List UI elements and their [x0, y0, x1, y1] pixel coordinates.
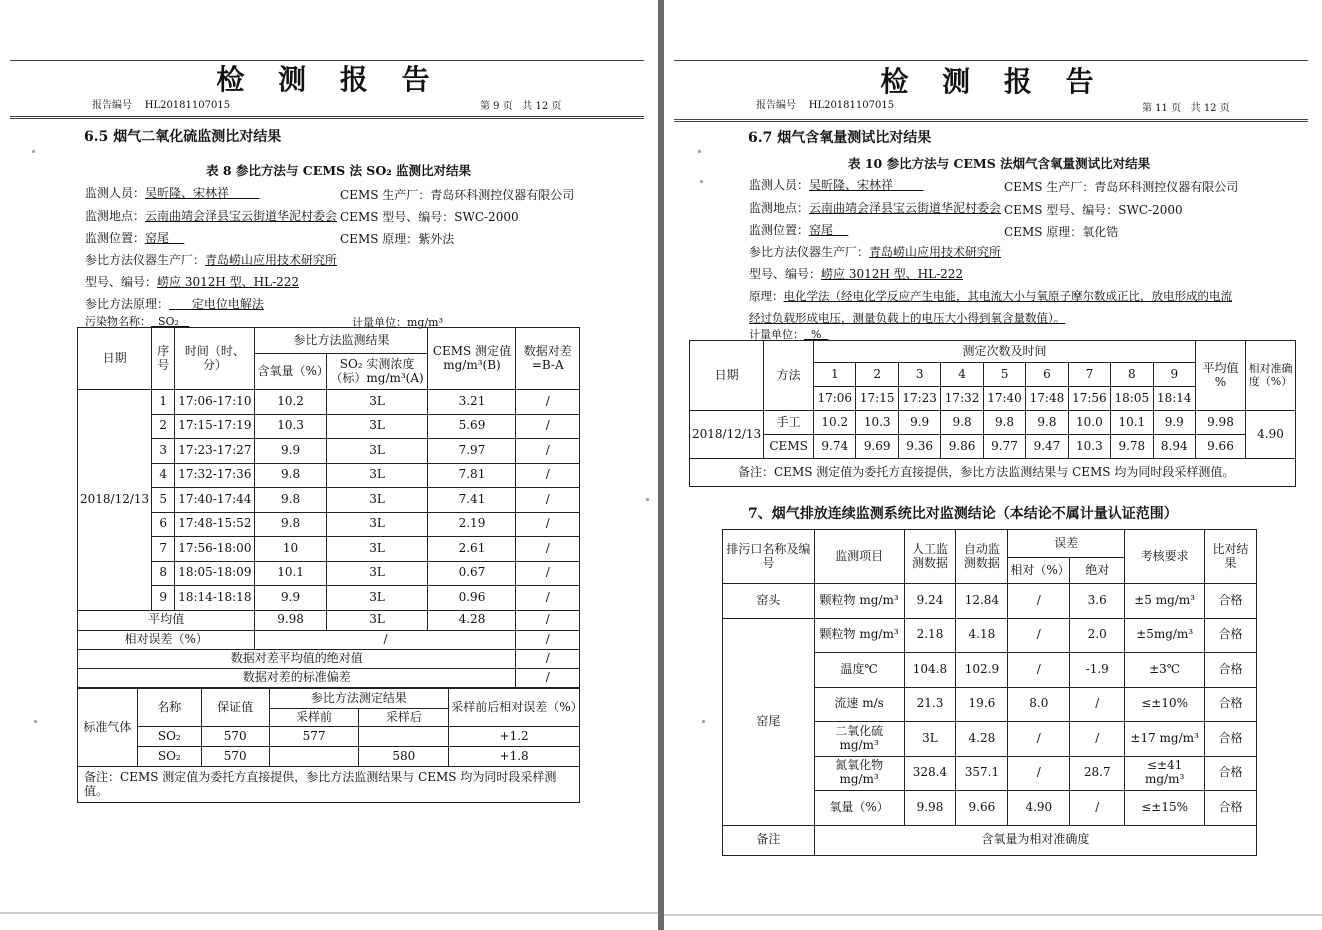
- time-cell: 17:56-18:00: [175, 537, 255, 562]
- item-cell: 氧量（%）: [814, 791, 904, 826]
- requirement-cell: ±5mg/m³: [1125, 618, 1205, 653]
- avg-d: /: [516, 610, 580, 630]
- diff-cell: /: [516, 512, 580, 537]
- oxygen-comparison-table: [689, 340, 1296, 487]
- seq-cell: 4: [152, 463, 175, 488]
- col-date: 日期: [78, 328, 152, 390]
- report-number: 报告编号 HL20181107015: [92, 100, 231, 111]
- note-text: 含氧量为相对准确度: [814, 825, 1256, 855]
- section-7-title: 7、烟气排放连续监测系统比对监测结论（本结论不属计量认证范围）: [748, 506, 1178, 522]
- run-time: 17:15: [856, 387, 898, 411]
- auto-cell: 9.66: [956, 791, 1008, 826]
- rel-cell: /: [1008, 618, 1070, 653]
- col-guar: 保证值: [201, 689, 269, 727]
- col-diff: 数据对差 =B-A: [516, 328, 580, 390]
- cems-cell: 2.19: [428, 512, 516, 537]
- col-time: 时间（时、分）: [175, 328, 255, 390]
- so2-cell: 3L: [326, 390, 428, 415]
- cems-cell: 0.96: [428, 586, 516, 611]
- info-position: 监测位置：窑尾: [749, 223, 834, 237]
- so2-cell: 3L: [326, 586, 428, 611]
- std-gas-label: 标准气体: [78, 689, 138, 767]
- info-cems-principle: CEMS 原理：氧化锆: [1004, 225, 1119, 239]
- run-time: 17:32: [941, 387, 983, 411]
- col-accuracy: 相对准确度（%）: [1245, 341, 1295, 411]
- result-cell: 合格: [1205, 756, 1257, 791]
- manual-cell: 3L: [904, 722, 956, 757]
- result-cell: 合格: [1205, 618, 1257, 653]
- abs-cell: /: [1070, 722, 1125, 757]
- requirement-cell: ≤±10%: [1125, 687, 1205, 722]
- col-avg: 平均值 %: [1195, 341, 1245, 411]
- std-label: 数据对差的标准偏差: [78, 668, 516, 687]
- seq-cell: 8: [152, 561, 175, 586]
- page-bottom-edge: [664, 914, 1322, 916]
- page-number: 第 11 页 共 12 页: [1142, 103, 1230, 114]
- info-principle: 原理：电化学法（经电化学反应产生电能，其电流大小与氧原子摩尔数成正比，放电形成的电流: [749, 289, 1232, 303]
- rel-cell: 8.0: [1008, 687, 1070, 722]
- run-time: 18:14: [1153, 387, 1195, 411]
- cems-value: 9.86: [941, 435, 983, 459]
- cems-value: 9.47: [1026, 435, 1068, 459]
- gas-guar: 570: [201, 727, 269, 747]
- item-cell: 颗粒物 mg/m³: [814, 584, 904, 619]
- diff-cell: /: [516, 488, 580, 513]
- table-row: [78, 586, 580, 611]
- time-cell: 17:06-17:10: [175, 390, 255, 415]
- time-cell: 18:05-18:09: [175, 561, 255, 586]
- gas-post: [359, 727, 449, 747]
- col-rel: 相对（%）: [1008, 558, 1070, 584]
- scan-speck: [702, 720, 705, 723]
- abs-cell: /: [1070, 687, 1125, 722]
- rel-err-diff: /: [516, 630, 580, 649]
- page-number: 第 9 页 共 12 页: [480, 101, 562, 112]
- cems-avg: 9.66: [1195, 435, 1245, 459]
- col-abs: 绝对: [1070, 558, 1125, 584]
- result-cell: 合格: [1205, 653, 1257, 688]
- o2-cell: 9.9: [255, 586, 326, 611]
- rel-cell: 4.90: [1008, 791, 1070, 826]
- col-o2: 含氧量（%）: [255, 354, 326, 390]
- gas-rel: +1.8: [449, 747, 580, 767]
- col-cems: CEMS 测定值 mg/m³(B): [428, 328, 516, 390]
- table-note: 备注：CEMS 测定值为委托方直接提供，参比方法监测结果与 CEMS 均为同时段采样测值。: [690, 459, 1296, 487]
- run-time: 17:48: [1026, 387, 1068, 411]
- col-rel: 采样前后相对误差（%）: [449, 689, 580, 727]
- manual-cell: 2.18: [904, 618, 956, 653]
- diff-cell: /: [516, 586, 580, 611]
- o2-cell: 9.9: [255, 439, 326, 464]
- run-number: 5: [983, 363, 1025, 387]
- o2-cell: 10.1: [255, 561, 326, 586]
- item-cell: 颗粒物 mg/m³: [814, 618, 904, 653]
- table-row: [78, 561, 580, 586]
- avg-label: 平均值: [78, 610, 255, 630]
- diff-cell: /: [516, 537, 580, 562]
- report-title: 检 测 报 告: [880, 65, 1106, 98]
- manual-value: 9.9: [1153, 411, 1195, 435]
- conclusion-rows: [723, 584, 1257, 826]
- result-cell: 合格: [1205, 687, 1257, 722]
- diff-cell: /: [516, 390, 580, 415]
- col-error: 误差: [1008, 530, 1125, 558]
- abs-cell: 28.7: [1070, 756, 1125, 791]
- so2-cell: 3L: [326, 439, 428, 464]
- time-cell: 17:23-17:27: [175, 439, 255, 464]
- page-bottom-edge: [0, 912, 658, 914]
- abs-cell: -1.9: [1070, 653, 1125, 688]
- cems-cell: 2.61: [428, 537, 516, 562]
- scan-speck: [34, 720, 37, 723]
- gas-post: 580: [359, 747, 449, 767]
- info-model: 型号、编号：崂应 3012H 型、HL-222: [749, 267, 964, 281]
- auto-cell: 102.9: [956, 653, 1008, 688]
- manual-row: [690, 411, 1296, 435]
- info-cems-maker: CEMS 生产厂：青岛环科测控仪器有限公司: [1004, 180, 1239, 194]
- o2-cell: 9.8: [255, 463, 326, 488]
- accuracy-value: 4.90: [1245, 411, 1295, 459]
- run-time: 18:05: [1111, 387, 1153, 411]
- manual-value: 10.0: [1068, 411, 1110, 435]
- info-cems-principle: CEMS 原理：紫外法: [340, 232, 455, 246]
- gas-name: SO₂: [137, 747, 201, 767]
- manual-value: 9.9: [898, 411, 940, 435]
- table-row: [78, 439, 580, 464]
- info-site: 监测地点：云南曲靖会泽县宝云街道华泥村委会: [85, 209, 338, 223]
- info-cems-model: CEMS 型号、编号：SWC-2000: [340, 210, 519, 224]
- avg-b: 4.28: [428, 610, 516, 630]
- report-number: 报告编号 HL20181107015: [756, 100, 895, 111]
- table-row: [78, 488, 580, 513]
- result-cell: 合格: [1205, 722, 1257, 757]
- date-cell: 2018/12/13: [690, 411, 764, 459]
- note-label: 备注: [723, 825, 815, 855]
- table-row: [723, 584, 1257, 619]
- col-method: 方法: [764, 341, 814, 411]
- conclusion-table: [722, 529, 1257, 856]
- so2-cell: 3L: [326, 537, 428, 562]
- rel-cell: /: [1008, 584, 1070, 619]
- rel-cell: /: [1008, 756, 1070, 791]
- requirement-cell: ±3℃: [1125, 653, 1205, 688]
- report-title: 检 测 报 告: [216, 63, 442, 96]
- manual-cell: 9.98: [904, 791, 956, 826]
- item-cell: 氮氧化物 mg/m³: [814, 756, 904, 791]
- table-row: [78, 463, 580, 488]
- abs-cell: 2.0: [1070, 618, 1125, 653]
- report-page-9: [0, 0, 658, 930]
- manual-value: 9.8: [983, 411, 1025, 435]
- info-cems-maker: CEMS 生产厂：青岛环科测控仪器有限公司: [340, 188, 575, 202]
- so2-cell: 3L: [326, 512, 428, 537]
- rel-cell: /: [1008, 653, 1070, 688]
- run-number: 2: [856, 363, 898, 387]
- std-gas-table: [77, 688, 583, 803]
- o2-cell: 10.3: [255, 414, 326, 439]
- run-number: 1: [814, 363, 856, 387]
- o2-cell: 9.8: [255, 512, 326, 537]
- item-cell: 二氧化硫 mg/m³: [814, 722, 904, 757]
- diff-cell: /: [516, 414, 580, 439]
- run-time: 17:23: [898, 387, 940, 411]
- requirement-cell: ≤±41 mg/m³: [1125, 756, 1205, 791]
- col-manual: 人工监测数据: [904, 530, 956, 584]
- col-auto: 自动监测数据: [956, 530, 1008, 584]
- requirement-cell: ≤±15%: [1125, 791, 1205, 826]
- avg-a: 3L: [326, 610, 428, 630]
- cems-cell: 7.41: [428, 488, 516, 513]
- manual-cell: 328.4: [904, 756, 956, 791]
- table-note: 备注：CEMS 测定值为委托方直接提供，参比方法监测结果与 CEMS 均为同时段采样测值。: [78, 767, 580, 803]
- rel-err-label: 相对误差（%）: [78, 630, 255, 649]
- info-staff: 监测人员：吴昕隆、宋林祥: [85, 186, 230, 200]
- col-gas-name: 名称: [137, 689, 201, 727]
- requirement-cell: ±5 mg/m³: [1125, 584, 1205, 619]
- result-cell: 合格: [1205, 584, 1257, 619]
- cems-value: 10.3: [1068, 435, 1110, 459]
- auto-cell: 357.1: [956, 756, 1008, 791]
- manual-cell: 104.8: [904, 653, 956, 688]
- info-cems-model: CEMS 型号、编号：SWC-2000: [1004, 203, 1183, 217]
- info-unit: 计量单位：mg/m³: [352, 316, 444, 329]
- method-manual: 手工: [764, 411, 814, 435]
- info-principle-cont: 经过负载形成电压，测量负载上的电压大小得到氧含量数值）。: [749, 311, 1066, 325]
- cems-cell: 3.21: [428, 390, 516, 415]
- manual-value: 10.3: [856, 411, 898, 435]
- seq-cell: 2: [152, 414, 175, 439]
- info-site: 监测地点：云南曲靖会泽县宝云街道华泥村委会: [749, 201, 1002, 215]
- run-number: 8: [1111, 363, 1153, 387]
- o2-cell: 10: [255, 537, 326, 562]
- col-date: 日期: [690, 341, 764, 411]
- scan-speck: [698, 150, 701, 153]
- time-cell: 17:32-17:36: [175, 463, 255, 488]
- table-row: [78, 390, 580, 415]
- cems-value: 9.77: [983, 435, 1025, 459]
- manual-value: 10.1: [1111, 411, 1153, 435]
- run-time: 17:40: [983, 387, 1025, 411]
- header-rule-double: [10, 116, 644, 119]
- so2-cell: 3L: [326, 488, 428, 513]
- method-cems: CEMS: [764, 435, 814, 459]
- seq-cell: 5: [152, 488, 175, 513]
- col-so2: SO₂ 实测浓度（标）mg/m³(A): [326, 354, 428, 390]
- info-staff: 监测人员：吴昕隆、宋林祥: [749, 178, 894, 192]
- gas-pre: 577: [269, 727, 359, 747]
- seq-cell: 6: [152, 512, 175, 537]
- table-row: [78, 512, 580, 537]
- auto-cell: 19.6: [956, 687, 1008, 722]
- cems-value: 9.69: [856, 435, 898, 459]
- diff-cell: /: [516, 561, 580, 586]
- gas-pre: [269, 747, 359, 767]
- abs-avg-label: 数据对差平均值的绝对值: [78, 649, 516, 668]
- so2-rows: [78, 390, 580, 611]
- so2-cell: 3L: [326, 463, 428, 488]
- auto-cell: 4.28: [956, 722, 1008, 757]
- cems-value: 8.94: [1153, 435, 1195, 459]
- seq-cell: 3: [152, 439, 175, 464]
- report-page-11: [664, 0, 1322, 930]
- table-row: [723, 618, 1257, 653]
- col-result: 比对结果: [1205, 530, 1257, 584]
- cems-value: 9.36: [898, 435, 940, 459]
- cems-cell: 7.81: [428, 463, 516, 488]
- run-number: 9: [1153, 363, 1195, 387]
- col-seq: 序号: [152, 328, 175, 390]
- gas-guar: 570: [201, 747, 269, 767]
- seq-cell: 1: [152, 390, 175, 415]
- section-title: 6.7 烟气含氧量测试比对结果: [748, 130, 932, 146]
- avg-o2: 9.98: [255, 610, 326, 630]
- info-ref-maker: 参比方法仪器生产厂：青岛崂山应用技术研究所: [85, 253, 338, 267]
- diff-cell: /: [516, 439, 580, 464]
- abs-avg-value: /: [516, 649, 580, 668]
- auto-cell: 4.18: [956, 618, 1008, 653]
- gas-rel: +1.2: [449, 727, 580, 747]
- cems-value: 9.78: [1111, 435, 1153, 459]
- table-row: [78, 414, 580, 439]
- cems-cell: 5.69: [428, 414, 516, 439]
- abs-cell: 3.6: [1070, 584, 1125, 619]
- run-number: 7: [1068, 363, 1110, 387]
- manual-value: 10.2: [814, 411, 856, 435]
- manual-value: 9.8: [941, 411, 983, 435]
- col-ref-result: 参比方法测定结果: [269, 689, 449, 709]
- date-cell: 2018/12/13: [78, 390, 152, 611]
- section-title: 6.5 烟气二氧化硫监测比对结果: [84, 129, 282, 145]
- header-rule-double: [674, 119, 1308, 122]
- scan-speck: [32, 150, 35, 153]
- so2-cell: 3L: [326, 561, 428, 586]
- abs-cell: /: [1070, 791, 1125, 826]
- time-cell: 17:40-17:44: [175, 488, 255, 513]
- col-pre: 采样前: [269, 709, 359, 727]
- col-post: 采样后: [359, 709, 449, 727]
- std-value: /: [516, 668, 580, 687]
- col-times: 测定次数及时间: [814, 341, 1196, 363]
- o2-cell: 10.2: [255, 390, 326, 415]
- run-number: 4: [941, 363, 983, 387]
- info-position: 监测位置：窑尾: [85, 231, 170, 245]
- cems-cell: 0.67: [428, 561, 516, 586]
- col-requirement: 考核要求: [1125, 530, 1205, 584]
- table-row: [78, 537, 580, 562]
- col-item: 监测项目: [814, 530, 904, 584]
- manual-value: 9.8: [1026, 411, 1068, 435]
- run-number: 6: [1026, 363, 1068, 387]
- run-time: 17:56: [1068, 387, 1110, 411]
- info-model: 型号、编号：崂应 3012H 型、HL-222: [85, 275, 300, 289]
- rel-cell: /: [1008, 722, 1070, 757]
- col-outlet: 排污口名称及编号: [723, 530, 815, 584]
- table-caption: 表 10 参比方法与 CEMS 法烟气含氧量测试比对结果: [848, 156, 1151, 171]
- seq-cell: 9: [152, 586, 175, 611]
- gas-name: SO₂: [137, 727, 201, 747]
- run-time: 17:06: [814, 387, 856, 411]
- requirement-cell: ±17 mg/m³: [1125, 722, 1205, 757]
- manual-cell: 9.24: [904, 584, 956, 619]
- scan-speck: [700, 180, 703, 183]
- cems-cell: 7.97: [428, 439, 516, 464]
- manual-cell: 21.3: [904, 687, 956, 722]
- info-ref-maker: 参比方法仪器生产厂：青岛崂山应用技术研究所: [749, 245, 1002, 259]
- manual-avg: 9.98: [1195, 411, 1245, 435]
- info-ref-principle: 参比方法原理： 定电位电解法: [85, 297, 264, 311]
- seq-cell: 7: [152, 537, 175, 562]
- item-cell: 流速 m/s: [814, 687, 904, 722]
- scan-speck: [646, 498, 649, 501]
- time-cell: 17:15-17:19: [175, 414, 255, 439]
- so2-comparison-table: [77, 327, 580, 688]
- outlet-cell: 窑头: [723, 584, 815, 619]
- cems-value: 9.74: [814, 435, 856, 459]
- run-number: 3: [898, 363, 940, 387]
- o2-cell: 9.8: [255, 488, 326, 513]
- rel-err-value: /: [255, 630, 516, 649]
- outlet-cell: 窑尾: [723, 618, 815, 825]
- diff-cell: /: [516, 463, 580, 488]
- time-cell: 17:48-15:52: [175, 512, 255, 537]
- cems-row: [690, 435, 1296, 459]
- so2-cell: 3L: [326, 414, 428, 439]
- info-unit: 计量单位： %: [749, 328, 822, 341]
- table-caption: 表 8 参比方法与 CEMS 法 SO₂ 监测比对结果: [206, 163, 472, 178]
- auto-cell: 12.84: [956, 584, 1008, 619]
- item-cell: 温度℃: [814, 653, 904, 688]
- time-cell: 18:14-18:18: [175, 586, 255, 611]
- col-ref-group: 参比方法监测结果: [255, 328, 428, 354]
- result-cell: 合格: [1205, 791, 1257, 826]
- info-pollutant: 污染物名称： SO₂: [85, 315, 179, 328]
